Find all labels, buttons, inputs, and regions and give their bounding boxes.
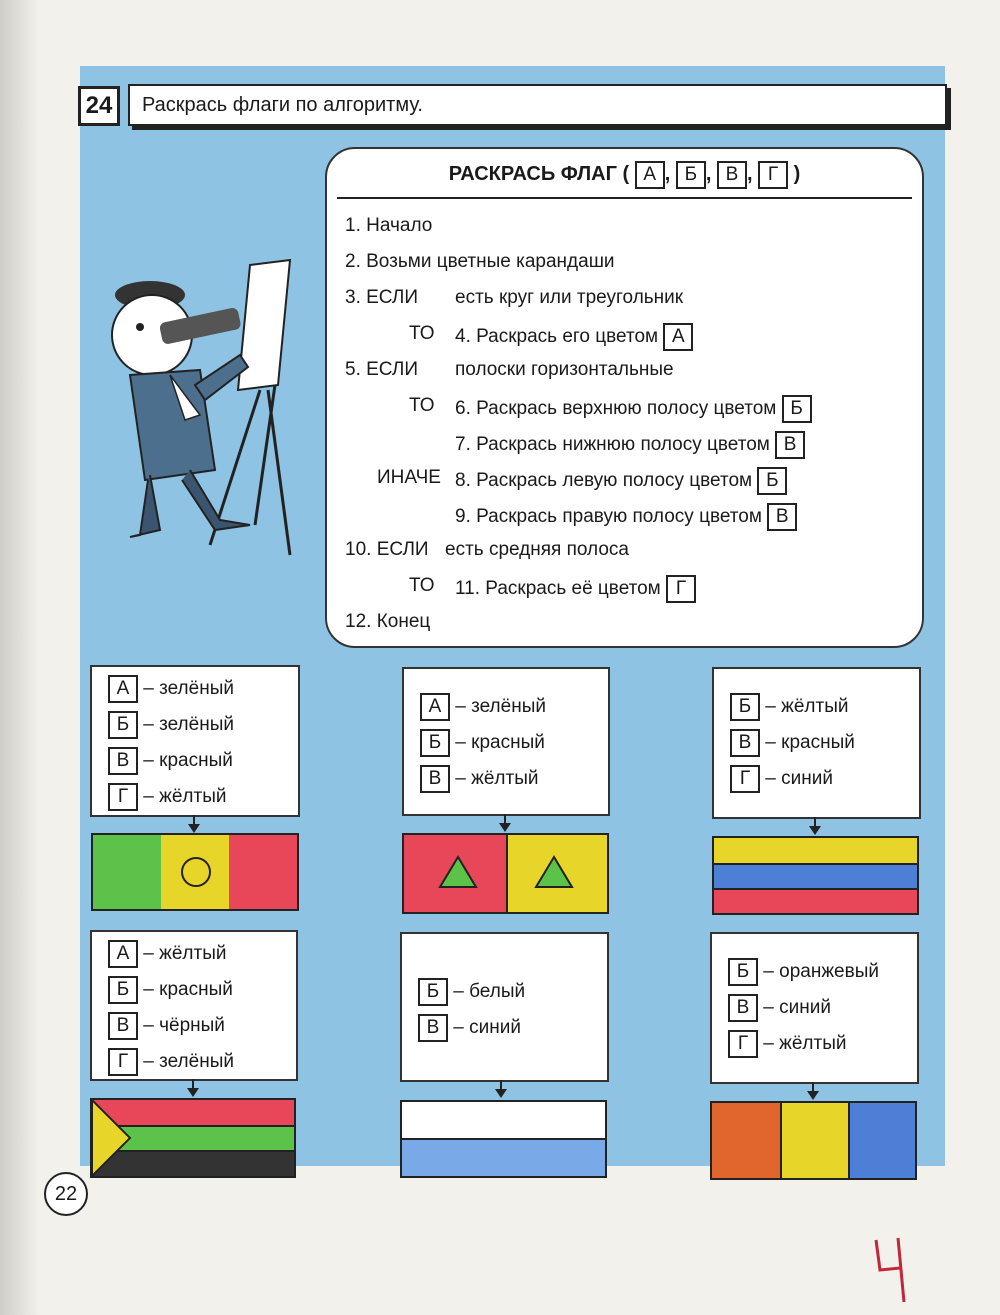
legend-row — [730, 765, 833, 793]
algorithm-title: РАСКРАСЬ ФЛАГ ( А , Б , В , Г ) — [327, 161, 922, 189]
flag-triangles — [404, 835, 607, 912]
legend-key: А — [108, 675, 138, 703]
flag-triangle — [440, 857, 476, 887]
step-12: 12. Конец — [345, 611, 431, 632]
legend-value: – красный — [765, 732, 855, 753]
legend-key: Б — [108, 711, 138, 739]
flag-triangle — [92, 1100, 130, 1176]
legend-value: – красный — [143, 750, 233, 771]
task-number: 24 — [78, 86, 120, 126]
color-param-box: Б — [757, 467, 787, 495]
flag-stripe-left — [712, 1103, 782, 1178]
step-11-keyword: ТО — [409, 575, 435, 596]
legend-row — [728, 958, 879, 986]
legend-value: – жёлтый — [143, 786, 227, 807]
legend-key: В — [418, 1014, 448, 1042]
arrow-down-icon — [814, 817, 816, 833]
flag-2 — [402, 833, 609, 914]
step-8-text: 8. Раскрась левую полосу цветом — [455, 470, 753, 491]
legend-row — [730, 693, 848, 721]
artist-eye — [136, 323, 144, 331]
handwritten-mark — [870, 1230, 910, 1310]
flag-4 — [90, 1098, 296, 1178]
legend-value: – оранжевый — [763, 961, 879, 982]
legend-value: – жёлтый — [763, 1033, 847, 1054]
legend-value: – красный — [143, 979, 233, 1000]
legend-row — [108, 976, 233, 1004]
easel-leg — [255, 385, 275, 525]
flag-stripe-right — [850, 1103, 915, 1178]
legend-row — [730, 729, 855, 757]
legend-key: Г — [728, 1030, 758, 1058]
legend-value: – жёлтый — [455, 768, 539, 789]
legend-value: – зелёный — [143, 678, 234, 699]
step-7 — [455, 431, 805, 459]
legend-key: Б — [728, 958, 758, 986]
flag-stripe-left — [93, 835, 161, 909]
legend-row — [420, 765, 538, 793]
color-legend-card-3 — [712, 667, 921, 819]
step-9 — [455, 503, 797, 531]
param-box: Г — [758, 161, 788, 189]
step-3-text: есть круг или треугольник — [455, 287, 684, 308]
legend-value: – зелёный — [455, 696, 546, 717]
color-param-box: Г — [666, 575, 696, 603]
legend-value: – жёлтый — [143, 943, 227, 964]
legend-row — [420, 729, 545, 757]
arrow-down-icon — [193, 815, 195, 831]
legend-row — [728, 1030, 846, 1058]
param-box: А — [635, 161, 665, 189]
legend-row — [108, 783, 226, 811]
algorithm-box — [325, 147, 924, 648]
legend-row — [728, 994, 831, 1022]
step-10-keyword: 10. ЕСЛИ — [345, 539, 429, 560]
flag-stripe-top — [402, 1102, 605, 1140]
artist-leg — [130, 475, 160, 537]
step-4 — [455, 323, 693, 351]
flag-stripe-bottom — [714, 890, 917, 913]
arrow-down-icon — [504, 814, 506, 830]
step-9-text: 9. Раскрась правую полосу цветом — [455, 506, 762, 527]
legend-row — [108, 1012, 225, 1040]
step-6 — [455, 395, 812, 423]
color-param-box: Б — [782, 395, 812, 423]
legend-key: Б — [108, 976, 138, 1004]
legend-row — [108, 940, 226, 968]
title-divider — [337, 197, 912, 199]
legend-key: А — [420, 693, 450, 721]
legend-key: В — [108, 1012, 138, 1040]
algorithm-title-text: РАСКРАСЬ ФЛАГ ( — [448, 163, 630, 185]
step-11-text: 11. Раскрась её цветом — [455, 578, 661, 599]
legend-key: Г — [730, 765, 760, 793]
flag-stripe-bottom — [402, 1140, 605, 1176]
step-3-keyword: 3. ЕСЛИ — [345, 287, 419, 308]
step-8 — [455, 467, 787, 495]
flag-circle — [181, 857, 211, 887]
legend-key: Б — [418, 978, 448, 1006]
flag-triangle — [536, 857, 572, 887]
legend-row — [108, 747, 233, 775]
legend-value: – зелёный — [143, 714, 234, 735]
handwritten-stroke — [876, 1238, 904, 1302]
legend-row — [420, 693, 546, 721]
arrow-down-icon — [192, 1079, 194, 1095]
legend-key: В — [728, 994, 758, 1022]
legend-key: Г — [108, 1048, 138, 1076]
step-7-text: 7. Раскрась нижнюю полосу цветом — [455, 434, 770, 455]
flag-stripe-middle — [782, 1103, 850, 1178]
color-legend-card-1 — [90, 665, 300, 817]
flag-3 — [712, 836, 919, 915]
color-legend-card-4 — [90, 930, 298, 1081]
step-10-text: есть средняя полоса — [445, 539, 629, 560]
legend-value: – красный — [455, 732, 545, 753]
algorithm-title-close: ) — [793, 163, 801, 185]
artist-illustration — [90, 255, 315, 560]
flag-5 — [400, 1100, 607, 1178]
color-legend-card-2 — [402, 667, 610, 816]
legend-row — [108, 711, 234, 739]
legend-row — [108, 1048, 234, 1076]
color-param-box: В — [767, 503, 797, 531]
legend-value: – синий — [453, 1017, 521, 1038]
legend-row — [108, 675, 234, 703]
step-6-keyword: ТО — [409, 395, 435, 416]
step-4-keyword: ТО — [409, 323, 435, 344]
param-box: В — [717, 161, 747, 189]
flag-1 — [91, 833, 299, 911]
legend-key: Б — [420, 729, 450, 757]
legend-key: Г — [108, 783, 138, 811]
flag-triangle-hoist — [92, 1100, 294, 1176]
legend-value: – белый — [453, 981, 526, 1002]
legend-key: В — [108, 747, 138, 775]
flag-stripe-middle — [714, 865, 917, 890]
legend-key: В — [730, 729, 760, 757]
flag-stripe-top — [714, 838, 917, 865]
flag-stripe-right — [229, 835, 297, 909]
legend-key: Б — [730, 693, 760, 721]
task-header — [128, 84, 947, 126]
legend-value: – зелёный — [143, 1051, 234, 1072]
artist-leg — [182, 470, 250, 530]
legend-key: В — [420, 765, 450, 793]
step-6-text: 6. Раскрась верхнюю полосу цветом — [455, 398, 777, 419]
color-legend-card-6 — [710, 932, 919, 1084]
step-2: 2. Возьми цветные карандаши — [345, 251, 615, 272]
color-param-box: А — [663, 323, 693, 351]
step-4-text: 4. Раскрась его цветом — [455, 326, 659, 347]
task-instruction: Раскрась флаги по алгоритму. — [142, 94, 423, 116]
legend-row — [418, 1014, 521, 1042]
param-box: Б — [676, 161, 706, 189]
flag-6 — [710, 1101, 917, 1180]
legend-value: – чёрный — [143, 1015, 225, 1036]
legend-key: А — [108, 940, 138, 968]
step-5-keyword: 5. ЕСЛИ — [345, 359, 419, 380]
color-legend-card-5 — [400, 932, 609, 1082]
step-8-keyword: ИНАЧЕ — [377, 467, 441, 488]
legend-value: – жёлтый — [765, 696, 849, 717]
step-11 — [455, 575, 696, 603]
color-param-box: В — [775, 431, 805, 459]
arrow-down-icon — [500, 1080, 502, 1096]
easel-canvas — [238, 260, 290, 390]
legend-value: – синий — [763, 997, 831, 1018]
step-5-text: полоски горизонтальные — [455, 359, 674, 380]
page-binding-shadow — [0, 0, 40, 1315]
arrow-down-icon — [812, 1082, 814, 1098]
legend-value: – синий — [765, 768, 833, 789]
page-number: 22 — [44, 1172, 88, 1216]
step-1: 1. Начало — [345, 215, 433, 236]
legend-row — [418, 978, 525, 1006]
